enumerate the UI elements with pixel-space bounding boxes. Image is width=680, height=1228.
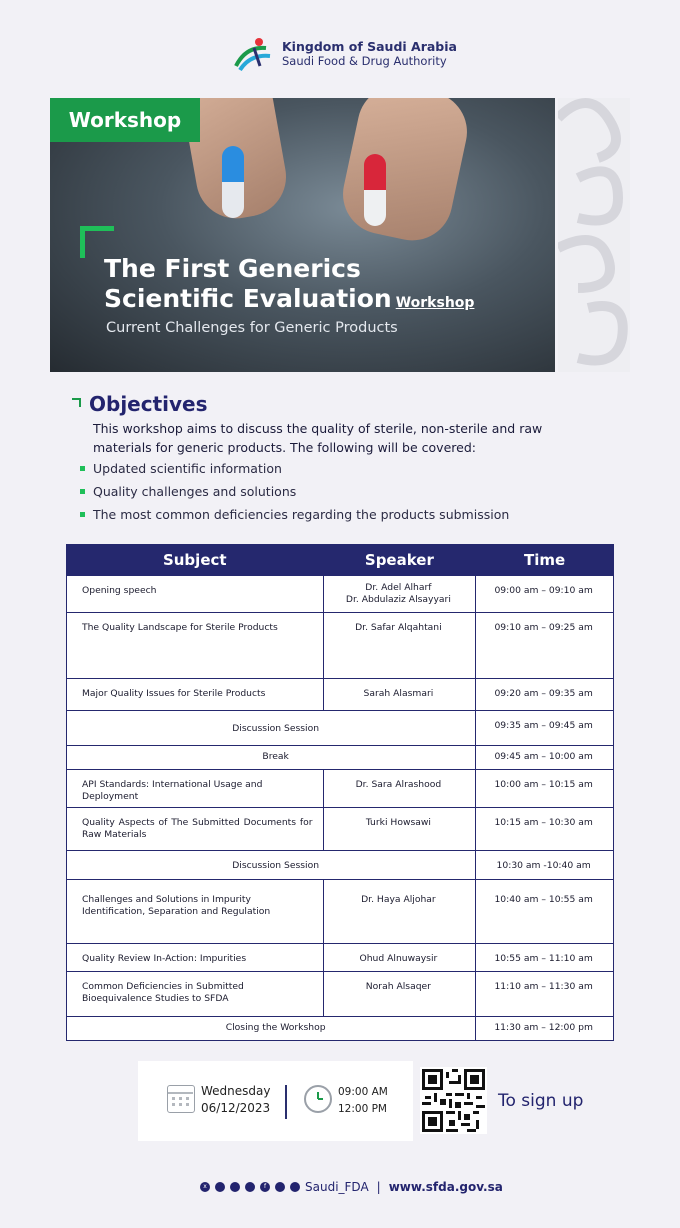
speaker-name: Dr. Adel Alharf	[365, 582, 432, 593]
hero-title-line2: Scientific Evaluation	[104, 284, 392, 313]
table-row	[67, 1017, 614, 1041]
table-row	[67, 851, 614, 880]
red-pill-icon	[364, 154, 386, 226]
time-cell: 09:00 am – 09:10 am	[476, 576, 614, 613]
header-speaker: Speaker	[323, 545, 476, 576]
objectives-intro: This workshop aims to discuss the quality of sterile, non-sterile and raw materials for generic products. The following will be covered:	[93, 421, 543, 455]
subject-cell: Break	[67, 746, 476, 770]
table-row	[67, 880, 614, 944]
hero-subtitle: Current Challenges for Generic Products	[106, 320, 398, 336]
agenda-table	[66, 544, 614, 1041]
x-icon[interactable]: x	[200, 1182, 210, 1192]
org-subtitle: Saudi Food & Drug Authority	[282, 54, 447, 68]
divider	[285, 1085, 287, 1119]
calendar-icon	[167, 1085, 195, 1113]
event-start-time: 09:00 AM	[338, 1086, 388, 1098]
table-row	[67, 770, 614, 808]
event-info-card	[138, 1061, 413, 1141]
footer	[200, 1180, 503, 1194]
org-name: Kingdom of Saudi Arabia	[282, 39, 457, 54]
youtube-icon[interactable]	[245, 1182, 255, 1192]
subject-cell: Challenges and Solutions in Impurity Identification, Separation and Regulation	[67, 880, 324, 944]
hero-title	[104, 254, 474, 318]
time-cell: 11:10 am – 11:30 am	[476, 972, 614, 1017]
header-time: Time	[476, 545, 614, 576]
blue-pill-icon	[222, 146, 244, 218]
table-row	[67, 679, 614, 711]
list-item: The most common deficiencies regarding the products submission	[80, 506, 509, 529]
speaker-cell: Dr. Haya Aljohar	[323, 880, 476, 944]
decorative-pattern	[558, 98, 630, 372]
snapchat-icon[interactable]	[215, 1182, 225, 1192]
objectives-list	[80, 460, 509, 529]
speaker-cell: Norah Alsaqer	[323, 972, 476, 1017]
qr-code-icon[interactable]	[420, 1067, 487, 1134]
time-cell: 10:55 am – 11:10 am	[476, 944, 614, 972]
speaker-name: Dr. Abdulaziz Alsayyari	[345, 594, 451, 605]
table-row	[67, 944, 614, 972]
workshop-tag: Workshop	[50, 98, 200, 142]
subject-cell: Common Deficiencies in Submitted Bioequivalence Studies to SFDA	[67, 972, 324, 1017]
table-header-row	[67, 545, 614, 576]
time-cell: 10:15 am – 10:30 am	[476, 808, 614, 851]
speaker-cell: Ohud Alnuwaysir	[323, 944, 476, 972]
time-cell: 10:00 am – 10:15 am	[476, 770, 614, 808]
subject-cell: Quality Review In-Action: Impurities	[67, 944, 324, 972]
speaker-cell: Sarah Alasmari	[323, 679, 476, 711]
subject-cell: The Quality Landscape for Sterile Products	[67, 613, 324, 679]
header-subject: Subject	[67, 545, 324, 576]
objectives-heading: Objectives	[89, 392, 208, 416]
time-cell: 09:10 am – 09:25 am	[476, 613, 614, 679]
time-cell: 09:35 am – 09:45 am	[476, 711, 614, 746]
subject-cell: Quality Aspects of The Submitted Documents for Raw Materials	[67, 808, 324, 851]
time-cell: 09:20 am – 09:35 am	[476, 679, 614, 711]
table-row	[67, 972, 614, 1017]
header	[232, 36, 457, 72]
event-end-time: 12:00 PM	[338, 1103, 387, 1115]
time-cell: 10:30 am -10:40 am	[476, 851, 614, 880]
subject-cell: Closing the Workshop	[67, 1017, 476, 1041]
speaker-cell	[323, 576, 476, 613]
signup-link[interactable]: To sign up	[498, 1091, 584, 1111]
subject-cell: Discussion Session	[67, 851, 476, 880]
table-row	[67, 576, 614, 613]
list-item: Quality challenges and solutions	[80, 483, 509, 506]
instagram-icon[interactable]	[230, 1182, 240, 1192]
speaker-cell: Dr. Safar Alqahtani	[323, 613, 476, 679]
hero-title-line1: The First Generics	[104, 254, 361, 283]
linkedin-icon[interactable]	[275, 1182, 285, 1192]
social-handle: Saudi_FDA	[305, 1180, 369, 1194]
right-hand-image	[336, 98, 475, 248]
list-item: Updated scientific information	[80, 460, 509, 483]
footer-separator: |	[376, 1180, 381, 1194]
speaker-cell: Dr. Sara Alrashood	[323, 770, 476, 808]
subject-cell: Major Quality Issues for Sterile Products	[67, 679, 324, 711]
clock-icon	[304, 1085, 332, 1113]
table-row	[67, 808, 614, 851]
table-row	[67, 746, 614, 770]
subject-cell: Discussion Session	[67, 711, 476, 746]
table-row	[67, 613, 614, 679]
speaker-cell: Turki Howsawi	[323, 808, 476, 851]
subject-cell: Opening speech	[67, 576, 324, 613]
hero-title-suffix: Workshop	[395, 295, 475, 311]
time-cell: 11:30 am – 12:00 pm	[476, 1017, 614, 1041]
table-row	[67, 711, 614, 746]
time-cell: 09:45 am – 10:00 am	[476, 746, 614, 770]
sfda-logo-icon	[232, 36, 274, 72]
tiktok-icon[interactable]	[290, 1182, 300, 1192]
subject-cell: API Standards: International Usage and Deployment	[67, 770, 324, 808]
website-link[interactable]: www.sfda.gov.sa	[388, 1180, 503, 1194]
event-date: 06/12/2023	[201, 1101, 271, 1115]
event-day: Wednesday	[201, 1084, 271, 1098]
time-cell: 10:40 am – 10:55 am	[476, 880, 614, 944]
objectives-corner-icon	[72, 398, 81, 407]
facebook-icon[interactable]: f	[260, 1182, 270, 1192]
